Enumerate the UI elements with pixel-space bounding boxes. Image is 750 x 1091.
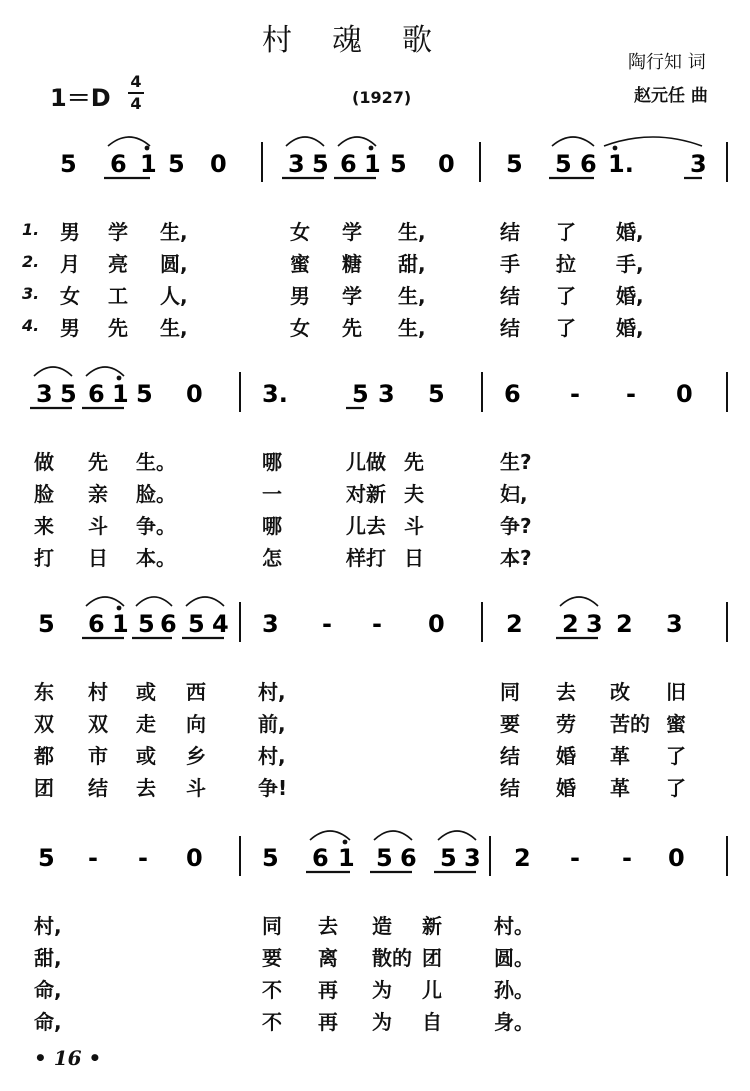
lyric-syllable: 同 [500, 680, 520, 704]
slur [108, 137, 150, 146]
lyric-syllable: 婚, [616, 220, 644, 244]
note: 2 [514, 844, 531, 872]
lyric-syllable: 新 [422, 914, 442, 938]
note: - [570, 380, 580, 408]
lyric-syllable: 糖 [342, 252, 362, 276]
system-2 [30, 367, 727, 412]
lyric-syllable: 圆, [160, 252, 188, 276]
note: 1 [112, 610, 129, 638]
slur [560, 597, 598, 606]
lyric-syllable: 生? [500, 450, 532, 474]
note: 0 [186, 844, 203, 872]
lyric-syllable: 样打 [346, 546, 386, 570]
lyric-syllable: 哪 [262, 514, 282, 538]
octave-dot [343, 840, 348, 845]
lyric-syllable: 结 [500, 220, 520, 244]
note: 5 [60, 380, 77, 408]
note: 5 [262, 844, 279, 872]
lyric-syllable: 再 [318, 1010, 338, 1034]
lyric-syllable: 村, [34, 914, 62, 938]
slur [86, 597, 124, 606]
octave-dot [369, 146, 374, 151]
lyric-syllable: 生, [160, 316, 188, 340]
composer-credit: 赵元任 曲 [634, 86, 708, 106]
system-3 [38, 597, 727, 642]
lyric-syllable: 女 [290, 220, 310, 244]
slur [86, 367, 124, 376]
note: 5 [136, 380, 153, 408]
note: 5 [188, 610, 205, 638]
note: 3 [690, 150, 707, 178]
lyric-syllable: 做 [34, 450, 54, 474]
lyric-syllable: 学 [108, 220, 128, 244]
lyric-syllable: 生, [398, 316, 426, 340]
note: 0 [428, 610, 445, 638]
lyric-syllable: 东 [34, 680, 54, 704]
lyric-syllable: 结 [88, 776, 108, 800]
slur [34, 367, 72, 376]
lyric-syllable: 女 [290, 316, 310, 340]
verse-number: 3. [22, 284, 40, 303]
lyric-syllable: 了 [666, 744, 686, 768]
lyric-syllable: 脸 [34, 482, 54, 506]
note: 5 [312, 150, 329, 178]
lyric-syllable: 生, [160, 220, 188, 244]
slur [374, 831, 412, 840]
lyric-syllable: 离 [318, 946, 338, 970]
lyric-syllable: 团 [422, 946, 442, 970]
lyric-syllable: 或 [136, 680, 156, 704]
lyric-syllable: 改 [610, 680, 630, 704]
lyric-syllable: 或 [136, 744, 156, 768]
lyric-syllable: 儿去 [346, 514, 386, 538]
note: 5 [428, 380, 445, 408]
note: 0 [668, 844, 685, 872]
lyric-syllable: 要 [262, 946, 282, 970]
octave-dot [117, 376, 122, 381]
lyric-syllable: 先 [88, 450, 108, 474]
lyric-syllable: 同 [262, 914, 282, 938]
lyric-syllable: 都 [34, 744, 54, 768]
lyric-syllable: 对新 [346, 482, 386, 506]
lyric-syllable: 双 [88, 712, 108, 736]
lyric-syllable: 市 [88, 744, 108, 768]
note: 3 [464, 844, 481, 872]
note: 5 [168, 150, 185, 178]
lyric-syllable: 了 [556, 284, 576, 308]
note: 5 [376, 844, 393, 872]
note: - [322, 610, 332, 638]
octave-dot [613, 146, 618, 151]
note: 6 [88, 380, 105, 408]
note: 2 [562, 610, 579, 638]
lyric-syllable: 工 [108, 284, 128, 308]
note: 5 [555, 150, 572, 178]
lyric-syllable: 亮 [108, 252, 128, 276]
meter-numerator: 4 [130, 72, 142, 91]
lyric-syllable: 斗 [186, 776, 206, 800]
lyric-syllable: 甜, [34, 946, 62, 970]
lyric-syllable: 婚 [556, 776, 576, 800]
lyric-syllable: 革 [610, 776, 630, 800]
note: 6 [88, 610, 105, 638]
lyric-syllable: 争。 [136, 514, 176, 538]
lyric-syllable: 男 [60, 220, 80, 244]
note: 5 [352, 380, 369, 408]
slur [438, 831, 476, 840]
slur [136, 597, 172, 606]
lyric-syllable: 了 [666, 776, 686, 800]
note: 1 [364, 150, 381, 178]
note: 3 [262, 610, 279, 638]
note: - [372, 610, 382, 638]
lyric-syllable: 甜, [398, 252, 426, 276]
note: 0 [210, 150, 227, 178]
lyric-syllable: 学 [342, 220, 362, 244]
note: 6 [110, 150, 127, 178]
lyric-syllable: 结 [500, 744, 520, 768]
lyric-syllable: 命, [34, 978, 62, 1002]
slur [186, 597, 224, 606]
lyric-syllable: 圆。 [494, 946, 534, 970]
lyric-syllable: 脸。 [136, 482, 176, 506]
lyric-syllable: 争? [500, 514, 532, 538]
note: 5 [440, 844, 457, 872]
note: 3 [36, 380, 53, 408]
meter-denominator: 4 [130, 94, 142, 113]
note: 6 [504, 380, 521, 408]
lyric-syllable: 走 [136, 712, 156, 736]
note: - [88, 844, 98, 872]
lyric-syllable: 学 [342, 284, 362, 308]
lyric-syllable: 夫 [404, 482, 424, 506]
lyric-syllable: 旧 [666, 680, 686, 704]
lyric-syllable: 了 [556, 220, 576, 244]
lyric-syllable: 向 [186, 712, 206, 736]
slur [552, 137, 594, 146]
note: 5 [60, 150, 77, 178]
note: 0 [438, 150, 455, 178]
note: 1 [140, 150, 157, 178]
lyric-syllable: 命, [34, 1010, 62, 1034]
note: 3 [666, 610, 683, 638]
lyric-syllable: 村 [88, 680, 108, 704]
lyric-syllable: 生, [398, 220, 426, 244]
lyric-syllable: 本。 [136, 546, 176, 570]
lyric-syllable: 要 [500, 712, 520, 736]
note: 6 [312, 844, 329, 872]
lyric-syllable: 斗 [88, 514, 108, 538]
lyric-syllable: 男 [290, 284, 310, 308]
lyric-syllable: 儿 [422, 978, 442, 1002]
lyric-syllable: 结 [500, 776, 520, 800]
lyric-syllable: 为 [372, 978, 392, 1002]
note: 0 [676, 380, 693, 408]
verse-number: 4. [22, 316, 40, 335]
note: 5 [38, 844, 55, 872]
slur [286, 137, 324, 146]
lyric-syllable: 打 [34, 546, 54, 570]
lyric-syllable: 不 [262, 978, 282, 1002]
lyric-syllable: 去 [136, 776, 156, 800]
lyric-syllable: 孙。 [494, 978, 534, 1002]
lyric-syllable: 男 [60, 316, 80, 340]
system-1 [60, 137, 727, 182]
note: 2 [616, 610, 633, 638]
note: 6 [580, 150, 597, 178]
lyric-syllable: 人, [160, 284, 188, 308]
lyric-syllable: 村。 [494, 914, 534, 938]
lyric-syllable: 婚 [556, 744, 576, 768]
verse-number: 2. [22, 252, 40, 271]
key-signature: 1＝D [50, 84, 111, 112]
note: 3 [288, 150, 305, 178]
lyric-syllable: 为 [372, 1010, 392, 1034]
note: - [138, 844, 148, 872]
lyric-syllable: 自 [422, 1010, 442, 1034]
lyric-syllable: 革 [610, 744, 630, 768]
lyric-syllable: 亲 [88, 482, 108, 506]
lyric-syllable: 手, [616, 252, 644, 276]
lyric-syllable: 日 [404, 546, 424, 570]
lyric-syllable: 再 [318, 978, 338, 1002]
lyric-syllable: 一 [262, 482, 282, 506]
lyric-syllable: 争! [258, 776, 288, 800]
lyric-syllable: 手 [500, 252, 520, 276]
note: 1 [338, 844, 355, 872]
lyric-syllable: 村, [258, 680, 286, 704]
lyric-syllable: 来 [34, 514, 54, 538]
verse-number: 1. [22, 220, 40, 239]
lyric-syllable: 女 [60, 284, 80, 308]
note: - [570, 844, 580, 872]
note: 5 [138, 610, 155, 638]
lyric-syllable: 苦的 [610, 712, 650, 736]
note: 0 [186, 380, 203, 408]
note: 5 [38, 610, 55, 638]
lyric-syllable: 生, [398, 284, 426, 308]
note: 3 [378, 380, 395, 408]
slur [310, 831, 350, 840]
lyric-syllable: 团 [34, 776, 54, 800]
song-title: 村魂歌 [262, 23, 472, 58]
note: 6 [340, 150, 357, 178]
slur [338, 137, 376, 146]
lyric-syllable: 前, [258, 712, 286, 736]
lyric-syllable: 月 [60, 252, 80, 276]
note: 6 [400, 844, 417, 872]
note: 4 [212, 610, 229, 638]
lyric-syllable: 日 [88, 546, 108, 570]
lyric-syllable: 婚, [616, 284, 644, 308]
slur [604, 137, 702, 146]
note: 1. [608, 150, 634, 178]
lyric-syllable: 去 [318, 914, 338, 938]
lyric-syllable: 造 [372, 914, 392, 938]
note: 1 [112, 380, 129, 408]
lyric-syllable: 劳 [556, 712, 576, 736]
lyric-syllable: 先 [404, 450, 424, 474]
note: - [622, 844, 632, 872]
composition-year: (1927) [352, 88, 412, 107]
note: - [626, 380, 636, 408]
lyric-syllable: 乡 [186, 744, 206, 768]
lyric-syllable: 儿做 [346, 450, 386, 474]
lyric-syllable: 妇, [500, 482, 528, 506]
lyric-syllable: 生。 [136, 450, 176, 474]
lyric-syllable: 斗 [404, 514, 424, 538]
lyric-syllable: 结 [500, 316, 520, 340]
lyric-syllable: 散的 [372, 946, 412, 970]
lyric-syllable: 结 [500, 284, 520, 308]
note: 3. [262, 380, 288, 408]
lyric-syllable: 蜜 [666, 712, 686, 736]
lyric-syllable: 身。 [494, 1010, 534, 1034]
lyric-syllable: 双 [34, 712, 54, 736]
lyric-syllable: 婚, [616, 316, 644, 340]
lyric-syllable: 本? [500, 546, 532, 570]
note: 5 [506, 150, 523, 178]
lyric-syllable: 了 [556, 316, 576, 340]
note: 3 [586, 610, 603, 638]
lyric-syllable: 先 [342, 316, 362, 340]
octave-dot [145, 146, 150, 151]
lyric-syllable: 村, [258, 744, 286, 768]
lyric-syllable: 拉 [556, 252, 576, 276]
note: 5 [390, 150, 407, 178]
lyric-syllable: 怎 [262, 546, 282, 570]
note: 2 [506, 610, 523, 638]
lyric-syllable: 先 [108, 316, 128, 340]
system-4 [38, 831, 727, 876]
lyric-syllable: 哪 [262, 450, 282, 474]
lyric-syllable: 蜜 [290, 252, 310, 276]
lyric-syllable: 去 [556, 680, 576, 704]
page-number: • 16 • [34, 1046, 102, 1070]
lyric-syllable: 西 [186, 680, 206, 704]
octave-dot [117, 606, 122, 611]
note: 6 [160, 610, 177, 638]
lyric-syllable: 不 [262, 1010, 282, 1034]
lyricist-credit: 陶行知 词 [628, 52, 706, 73]
